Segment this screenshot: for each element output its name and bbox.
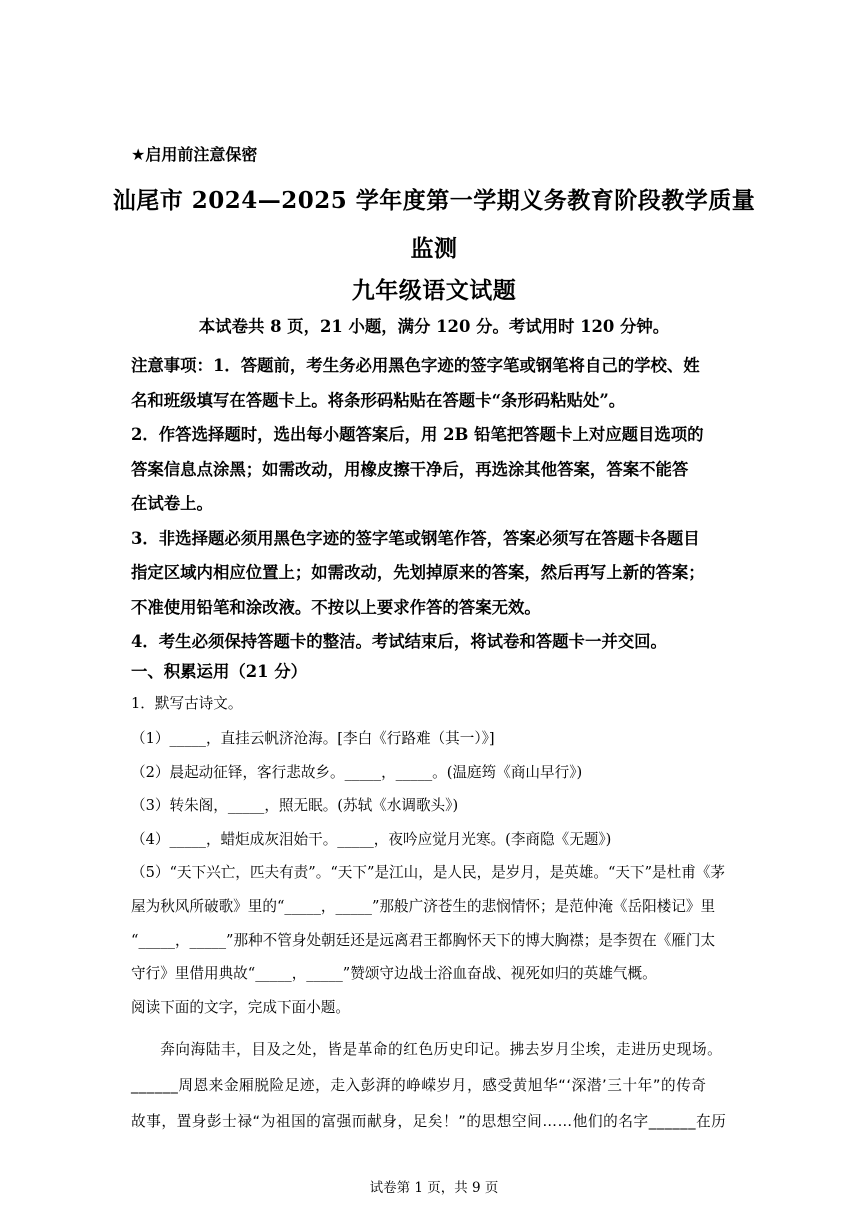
section-title: 一、积累运用（21 分） xyxy=(131,662,308,681)
instruction-line: 在试卷上。 xyxy=(131,494,213,513)
passage-line: ______周恩来金厢脱险足迹，走入彭湃的峥嵘岁月，感受黄旭华“‘深潜’三十年”的传奇 xyxy=(131,1077,707,1094)
passage-line: 奔向海陆丰，目及之处，皆是革命的红色历史印记。拂去岁月尘埃，走进历史现场。 xyxy=(160,1041,723,1058)
question-1 xyxy=(131,692,756,1024)
reading-instruction: 阅读下面的文字，完成下面小题。 xyxy=(131,998,350,1016)
question-item: 屋为秋风所破歌》里的“_____，_____”那般广济苍生的悲悯情怀；是范仲淹《岳阳楼记》里 xyxy=(131,897,716,915)
instruction-line: 注意事项：1．答题前，考生务必用黑色字迹的签字笔或钢笔将自己的学校、姓 xyxy=(131,356,700,375)
instruction-line: 3．非选择题必须用黑色字迹的签字笔或钢笔作答，答案必须写在答题卡各题目 xyxy=(131,528,700,548)
instruction-line: 2．作答选择题时，选出每小题答案后，用 2B 铅笔把答题卡上对应题目选项的 xyxy=(131,425,704,444)
exam-title-line1: 汕尾市 2024—2025 学年度第一学期义务教育阶段教学质量 xyxy=(112,187,756,214)
instruction-line: 4．考生必须保持答题卡的整洁。考试结束后，将试卷和答题卡一并交回。 xyxy=(131,632,667,651)
reading-passage xyxy=(131,1032,756,1140)
exam-title-line2: 监测 xyxy=(410,235,458,262)
exam-intro: 本试卷共 8 页，21 小题，满分 120 分。考试用时 120 分钟。 xyxy=(198,317,670,336)
confidential-notice: ★启用前注意保密 xyxy=(131,145,258,164)
instruction-line: 不准使用铅笔和涂改液。不按以上要求作答的答案无效。 xyxy=(131,597,541,617)
question-item: （4）_____，蜡炬成灰泪始干。_____，夜吟应觉月光寒。(李商隐《无题》) xyxy=(131,830,612,848)
instruction-line: 指定区域内相应位置上；如需改动，先划掉原来的答案，然后再写上新的答案； xyxy=(131,563,705,582)
passage-line: 故事，置身彭士禄“为祖国的富强而献身，足矣！”的思想空间……他们的名字______在历 xyxy=(131,1113,727,1130)
question-item: （2）晨起动征铎，客行悲故乡。_____，_____。(温庭筠《商山早行》) xyxy=(131,763,583,781)
question-title: 1．默写古诗文。 xyxy=(131,695,243,712)
instructions xyxy=(131,349,751,660)
exam-subtitle: 九年级语文试题 xyxy=(351,277,517,304)
question-item: 守行》里借用典故“_____，_____”赞颂守边战士浴血奋战、视死如归的英雄气概。 xyxy=(131,965,657,983)
question-item: （5）“天下兴亡，匹夫有责”。“天下”是江山，是人民，是岁月，是英雄。“天下”是杜甫《茅 xyxy=(131,864,726,882)
question-item: （3）转朱阁，_____，照无眠。(苏轼《水调歌头》) xyxy=(131,797,459,815)
instruction-line: 名和班级填写在答题卡上。将条形码粘贴在答题卡“条形码粘贴处”。 xyxy=(131,390,626,410)
page-footer: 试卷第 1 页，共 9 页 xyxy=(369,1180,499,1196)
question-item: “_____，_____”那种不管身处朝廷还是远离君王都胸怀天下的博大胸襟；是李贺在《雁门太 xyxy=(131,931,716,949)
instruction-line: 答案信息点涂黑；如需改动，用橡皮擦干净后，再选涂其他答案，答案不能答 xyxy=(131,459,689,479)
question-item: （1）_____，直挂云帆济沧海。[李白《行路难（其一）》] xyxy=(131,730,495,747)
